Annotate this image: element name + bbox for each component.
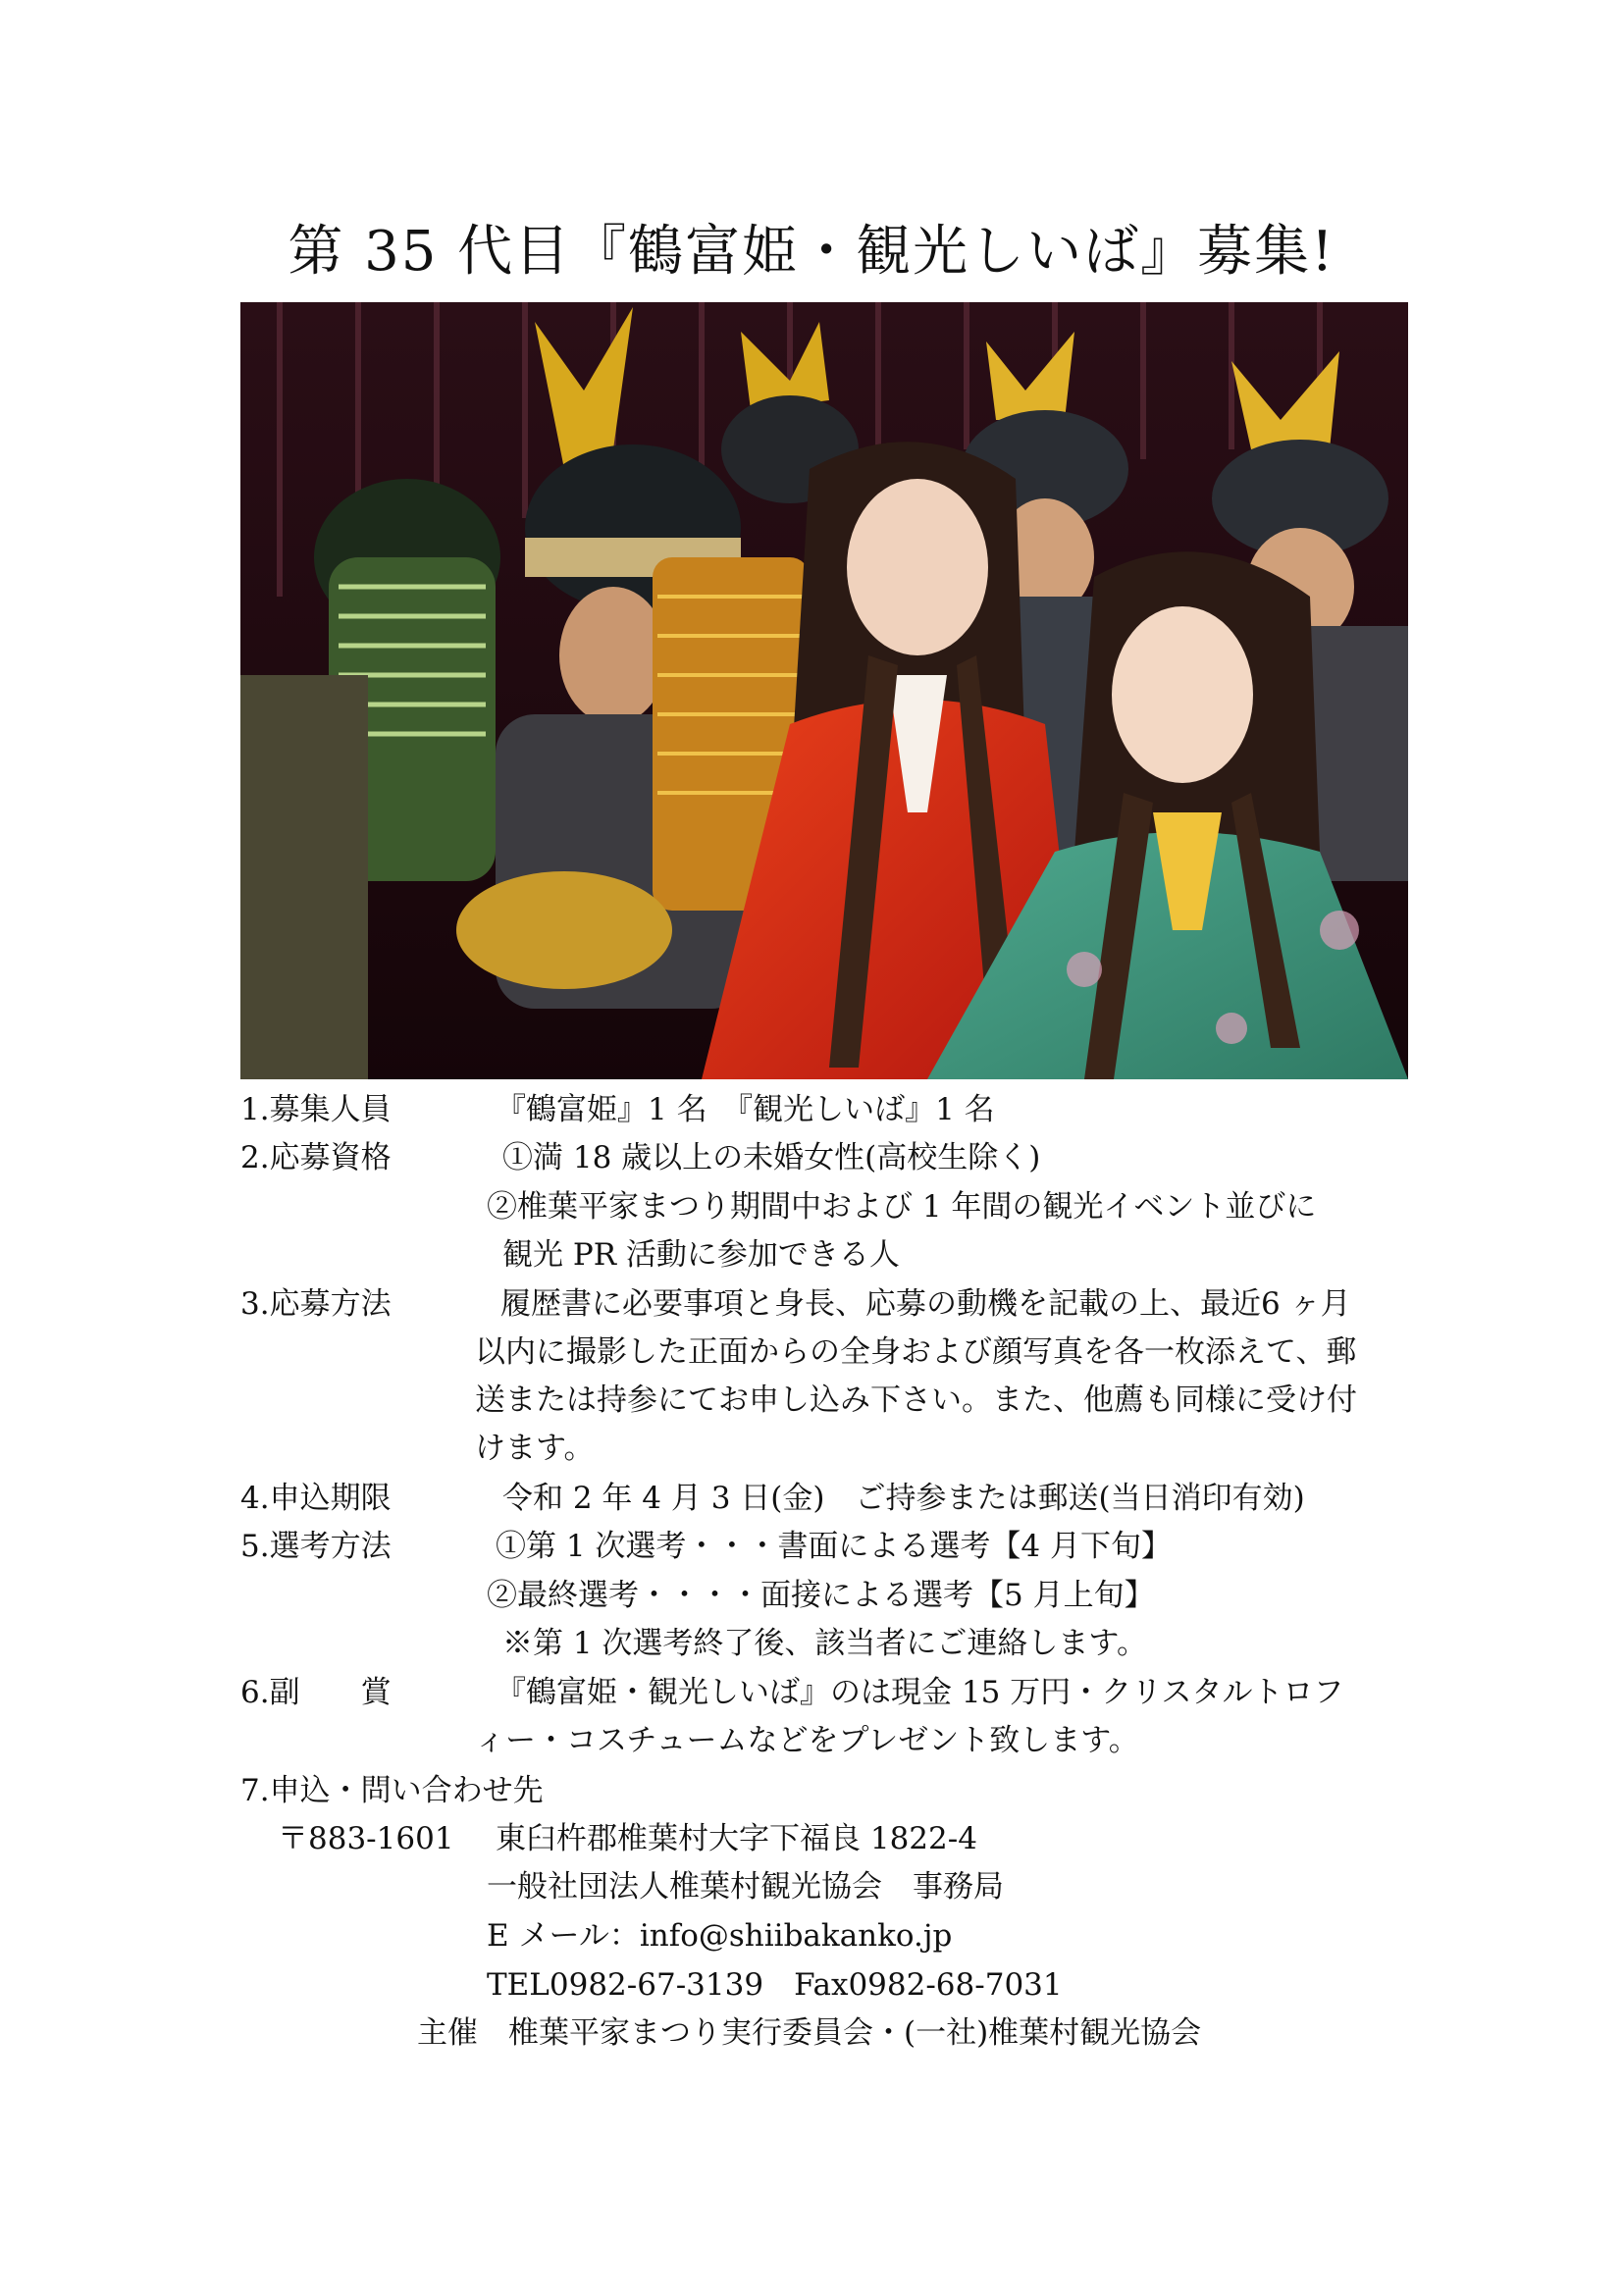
item-2-label: 2.応募資格 [240, 1140, 392, 1175]
phone-fax: TEL0982-67-3139 Fax0982-68-7031 [487, 1967, 1063, 2003]
item-4-label: 4.申込期限 [240, 1481, 392, 1516]
sponsor: 主催 椎葉平家まつり実行委員会・(一社)椎葉村観光協会 [417, 2015, 1202, 2051]
item-3-label: 3.応募方法 [240, 1286, 392, 1322]
item-5-line-3: ※第 1 次選考終了後、該当者にご連絡します。 [502, 1626, 1147, 1661]
item-2-line-2: ②椎葉平家まつり期間中および 1 年間の観光イベント並びに [487, 1189, 1317, 1225]
item-2-line-1: ①満 18 歳以上の未婚女性(高校生除く) [502, 1140, 1041, 1175]
festival-photo-icon [240, 302, 1408, 1079]
item-2-line-3: 観光 PR 活動に参加できる人 [502, 1237, 900, 1273]
organization: 一般社団法人椎葉村観光協会 事務局 [487, 1869, 1004, 1905]
item-6-line-2: ィー・コスチュームなどをプレゼント致します。 [475, 1723, 1139, 1758]
postal-code: 〒883-1601 [278, 1821, 454, 1856]
item-5-line-1: ①第 1 次選考・・・書面による選考【4 月下旬】 [496, 1529, 1173, 1564]
item-5-label: 5.選考方法 [240, 1529, 392, 1564]
item-5-line-2: ②最終選考・・・・面接による選考【5 月上旬】 [487, 1578, 1155, 1613]
item-1-text: 『鶴富姫』1 名 『観光しいば』1 名 [496, 1092, 995, 1127]
email-address: E メール：info@shiibakanko.jp [487, 1918, 953, 1954]
page-title: 第 35 代目『鶴富姫・観光しいば』募集! [288, 220, 1335, 284]
item-3-line-1: 履歴書に必要事項と身長、応募の動機を記載の上、最近6 ヶ月 [500, 1286, 1351, 1322]
item-3-line-4: けます。 [475, 1431, 595, 1466]
item-7-label: 7.申込・問い合わせ先 [240, 1773, 544, 1808]
item-4-text: 令和 2 年 4 月 3 日(金) ご持参または郵送(当日消印有効) [502, 1481, 1305, 1516]
item-6-line-1: 『鶴富姫・観光しいば』のは現金 15 万円・クリスタルトロフ [496, 1675, 1344, 1710]
item-1-label: 1.募集人員 [240, 1092, 392, 1127]
address: 東臼杵郡椎葉村大字下福良 1822-4 [496, 1821, 977, 1856]
item-3-line-3: 送または持参にてお申し込み下さい。また、他薦も同様に受け付 [475, 1383, 1357, 1418]
item-3-line-2: 以内に撮影した正面からの全身および顔写真を各一枚添えて、郵 [475, 1334, 1357, 1370]
item-6-label: 6.副 賞 [240, 1675, 392, 1710]
festival-photo [240, 302, 1408, 1079]
